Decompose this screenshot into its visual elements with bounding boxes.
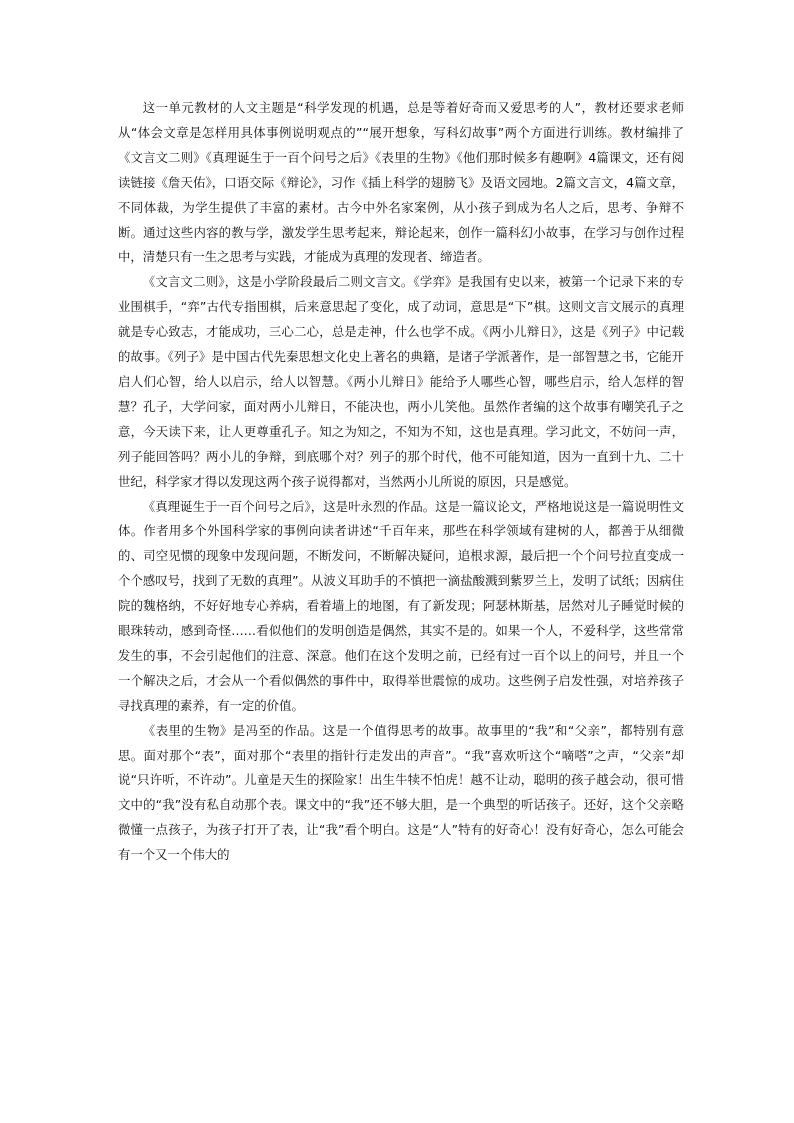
paragraph-creature-in-watch: 《表里的生物》是冯至的作品。这是一个值得思考的故事。故事里的“我”和“父亲”，都特别有意思。面对那个“表”，面对那个“表里的指针行走发出的声音”。“我”喜欢听这个“嘀嗒”之声，“父亲”却说“只许听，不许动”。儿童是天生的探险家！出生牛犊不怕虎！越不让动，聪明的孩子越会动，很可惜文中的“我”没有私自动那个表。课文中的“我”还不够大胆，是一个典型的听话孩子。还好，这个父亲略微懂一点孩子，为孩子打开了表，让“我”看个明白。这是“人”特有的好奇心！没有好奇心，怎么可能会有一个又一个伟大的: [118, 722, 684, 863]
document-page: [118, 96, 684, 868]
paragraph-classical-texts: 《文言文二则》，这是小学阶段最后二则文言文。《学弈》是我国有史以来，被第一个记录下来的专业围棋手，“弈”古代专指围棋，后来意思起了变化，成了动词，意思是“下”棋。这则文言文展示的真理就是专心致志，才能成功，三心二心，总是走神，什么也学不成。《两小儿辩日》，这是《列子》中记载的故事。《列子》是中国古代先秦思想文化史上著名的典籍，是诸子学派著作，是一部智慧之书，它能开启人们心智，给人以启示，给人以智慧。《两小儿辩日》能给予人哪些心智，哪些启示，给人怎样的智慧？孔子，大学问家，面对两小儿辩日，不能决也，两小儿笑他。虽然作者编的这个故事有嘲笑孔子之意，今天读下来，让人更尊重孔子。知之为知之，不知为不知，这也是真理。学习此文，不妨问一声，列子能回答吗？两小儿的争辩，到底哪个对？列子的那个时代，他不可能知道，因为一直到十九、二十世纪，科学家才得以发现这两个孩子说得都对，当然两小儿所说的原因，只是感觉。: [118, 274, 684, 489]
paragraph-unit-theme: 这一单元教材的人文主题是“科学发现的机遇，总是等着好奇而又爱思考的人”，教材还要求老师从“体会文章是怎样用具体事例说明观点的”“展开想象，写科幻故事”两个方面进行训练。教材编排了《文言文二则》《真理诞生于一百个问号之后》《表里的生物》《他们那时候多有趣啊》4篇课文，还有阅读链接《詹天佑》，口语交际《辩论》，习作《插上科学的翅膀飞》及语文园地。2篇文言文，4篇文章，不同体裁，为学生提供了丰富的素材。古今中外名家案例，从小孩子到成为名人之后，思考、争辩不断。通过这些内容的教与学，激发学生思考起来，辩论起来，创作一篇科幻小故事，在学习与创作过程中，清楚只有一生之思考与实践，才能成为真理的发现者、缔造者。: [118, 100, 684, 265]
paragraph-truth-question-marks: 《真理诞生于一百个问号之后》，这是叶永烈的作品。这是一篇议论文，严格地说这是一篇说明性文体。作者用多个外国科学家的事例向读者讲述“千百年来，那些在科学领域有建树的人，都善于从细微的、司空见惯的现象中发现问题，不断发问，不断解决疑问，追根求源，最后把一个个问号拉直变成一个个感叹号，找到了无数的真理”。从波义耳助手的不慎把一滴盐酸溅到紫罗兰上，发明了试纸；因病住院的魏格纳，不好好地专心养病，看着墙上的地图，有了新发现；阿瑟林斯基，居然对儿子睡觉时候的眼珠转动，感到奇怪……看似他们的发明创造是偶然，其实不是的。如果一个人，不爱科学，这些常常发生的事，不会引起他们的注意、深意。他们在这个发明之前，已经有过一百个以上的问号，并且一个一个解决之后，才会从一个看似偶然的事件中，取得举世震惊的成功。这些例子启发性强，对培养孩子寻找真理的素养，有一定的价值。: [118, 498, 684, 713]
